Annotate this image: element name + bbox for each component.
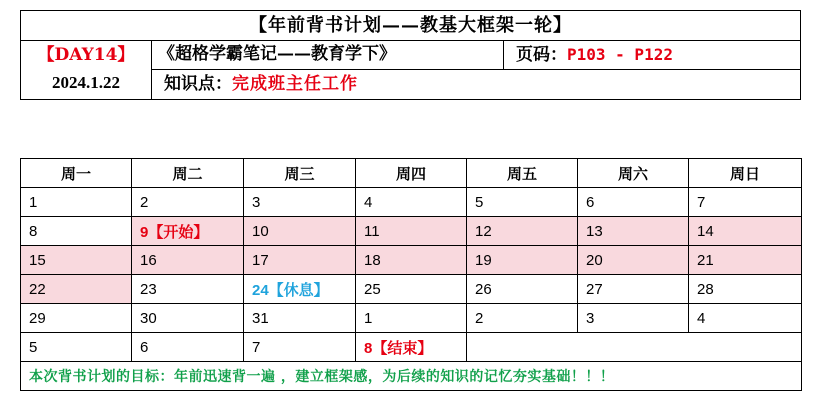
calendar-day: 26 — [467, 275, 578, 304]
calendar-week-row — [21, 275, 802, 304]
goal-row — [21, 362, 802, 391]
start-marker: 9【开始】 — [140, 223, 209, 241]
calendar-day: 4 — [356, 188, 467, 217]
knowledge-point-value: 完成班主任工作 — [232, 74, 358, 94]
calendar-day: 13 — [578, 217, 689, 246]
day-label: 【DAY14】 — [37, 45, 135, 65]
plan-header — [20, 10, 801, 100]
calendar-day: 1 — [356, 304, 467, 333]
plan-title: 【年前背书计划——教基大框架一轮】 — [21, 11, 800, 41]
date-label: 2024.1.22 — [52, 73, 120, 92]
calendar-day: 6 — [132, 333, 244, 362]
weekday-header: 周四 — [356, 159, 467, 188]
calendar-day-rest — [244, 275, 356, 304]
book-title: 《超格学霸笔记——教育学下》 — [152, 41, 504, 70]
calendar-day: 4 — [689, 304, 802, 333]
calendar-empty — [467, 333, 802, 362]
calendar-day: 31 — [244, 304, 356, 333]
calendar-day: 25 — [356, 275, 467, 304]
calendar-day: 18 — [356, 246, 467, 275]
knowledge-point-label: 知识点： — [164, 74, 232, 94]
calendar-day: 19 — [467, 246, 578, 275]
calendar-day: 5 — [467, 188, 578, 217]
calendar-day: 8 — [21, 217, 132, 246]
calendar-day: 29 — [21, 304, 132, 333]
calendar-day: 23 — [132, 275, 244, 304]
calendar-day: 6 — [578, 188, 689, 217]
day-date-cell — [21, 41, 152, 99]
calendar-day: 30 — [132, 304, 244, 333]
weekday-header: 周一 — [21, 159, 132, 188]
calendar-week-row — [21, 246, 802, 275]
calendar-day: 3 — [578, 304, 689, 333]
calendar-day: 22 — [21, 275, 132, 304]
calendar-week-row — [21, 304, 802, 333]
page-value: P103 - P122 — [567, 45, 673, 64]
plan-goal: 本次背书计划的目标：年前迅速背一遍 ，建立框架感，为后续的知识的记忆夯实基础！！！ — [21, 362, 802, 391]
calendar-day: 2 — [467, 304, 578, 333]
weekday-header: 周二 — [132, 159, 244, 188]
rest-marker: 24【休息】 — [252, 281, 329, 299]
calendar-day: 7 — [244, 333, 356, 362]
calendar-day: 7 — [689, 188, 802, 217]
weekday-header: 周六 — [578, 159, 689, 188]
calendar-week-row — [21, 188, 802, 217]
calendar-day: 17 — [244, 246, 356, 275]
calendar-table — [20, 158, 802, 391]
calendar-day-end — [356, 333, 467, 362]
calendar-day: 12 — [467, 217, 578, 246]
end-marker: 8【结束】 — [364, 339, 433, 357]
calendar-day: 16 — [132, 246, 244, 275]
weekday-header: 周三 — [244, 159, 356, 188]
calendar-day: 21 — [689, 246, 802, 275]
weekday-header: 周五 — [467, 159, 578, 188]
calendar-day: 27 — [578, 275, 689, 304]
calendar-day: 5 — [21, 333, 132, 362]
weekday-header-row — [21, 159, 802, 188]
calendar-day: 3 — [244, 188, 356, 217]
knowledge-point — [152, 70, 800, 99]
calendar-day-start — [132, 217, 244, 246]
calendar-week-row — [21, 217, 802, 246]
calendar-day: 11 — [356, 217, 467, 246]
calendar-day: 28 — [689, 275, 802, 304]
page-range — [504, 41, 800, 70]
calendar-day: 20 — [578, 246, 689, 275]
calendar-day: 15 — [21, 246, 132, 275]
calendar-day: 1 — [21, 188, 132, 217]
calendar-day: 14 — [689, 217, 802, 246]
calendar-day: 10 — [244, 217, 356, 246]
calendar-day: 2 — [132, 188, 244, 217]
calendar-week-row — [21, 333, 802, 362]
weekday-header: 周日 — [689, 159, 802, 188]
page-label: 页码： — [516, 45, 567, 65]
